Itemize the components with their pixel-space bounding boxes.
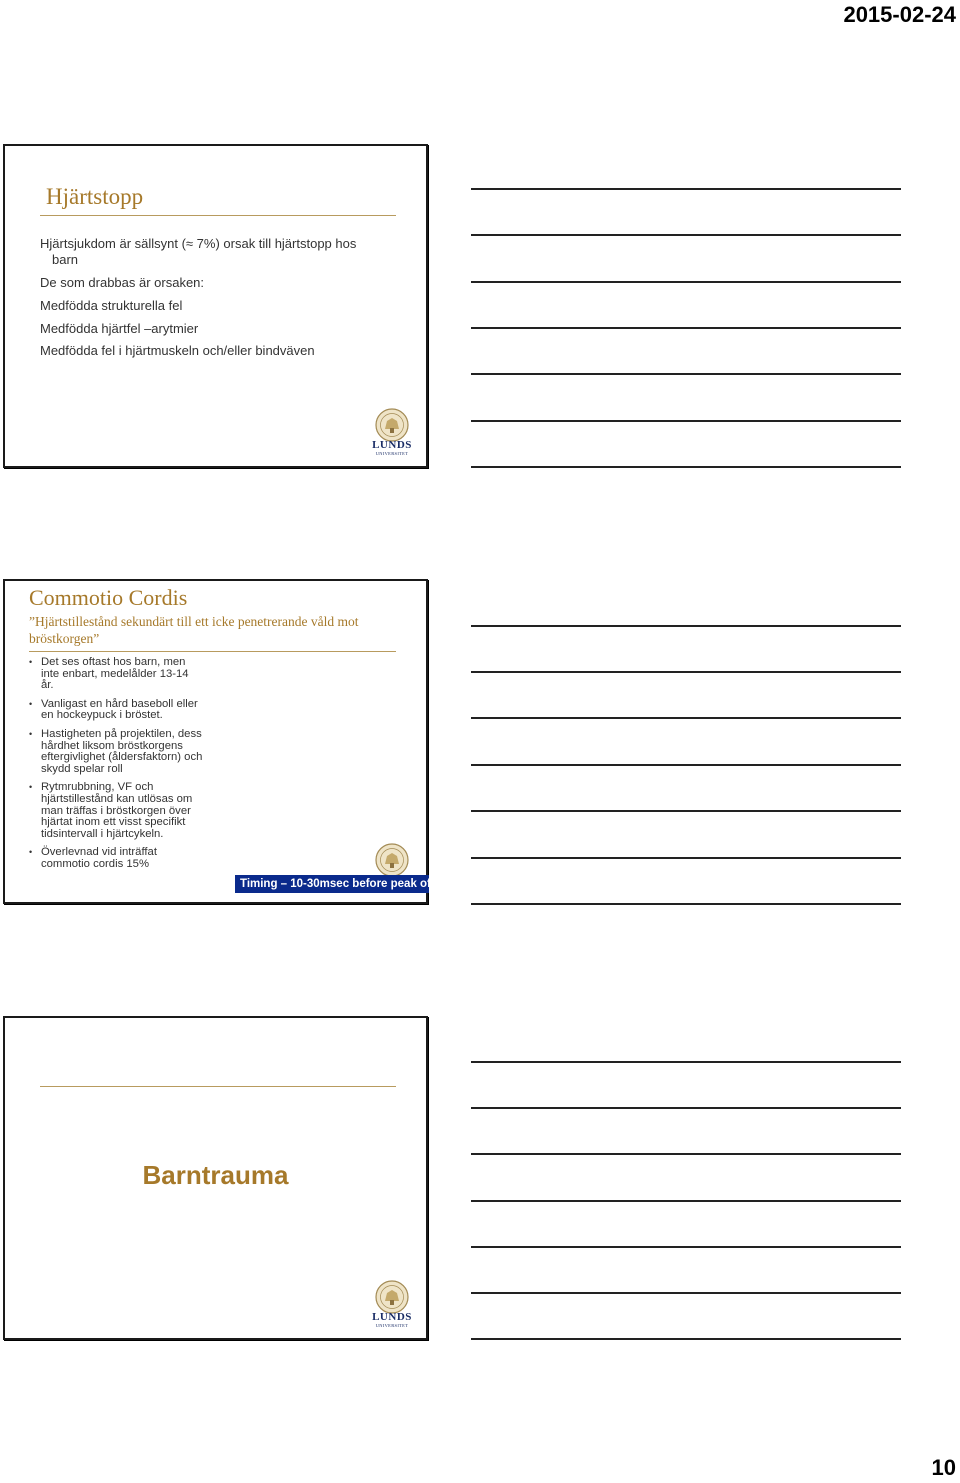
logo-wordmark-subtitle: UNIVERSITET: [375, 1323, 409, 1328]
title-divider: [40, 1086, 396, 1087]
lund-university-logo: [369, 1280, 415, 1332]
note-line: [471, 234, 901, 236]
note-line: [471, 810, 901, 812]
slide-title: Commotio Cordis: [29, 585, 188, 610]
timing-banner: Timing – 10-30msec before peak of T Wave: [235, 875, 429, 893]
slide-hjartstopp: [3, 144, 428, 468]
note-line: [471, 1246, 901, 1248]
note-line: [471, 1338, 901, 1340]
note-line: [471, 466, 901, 468]
title-divider: [29, 651, 396, 652]
note-line: [471, 671, 901, 673]
slide-barntrauma: [3, 1016, 428, 1340]
lund-university-seal-icon: [375, 408, 409, 442]
lund-university-logo: [369, 408, 415, 460]
date-header: 2015-02-24: [843, 2, 956, 27]
note-line: [471, 625, 901, 627]
note-line: [471, 281, 901, 283]
page-number: 10: [931, 1455, 956, 1480]
list-item: • Rytmrubbning, VF och hjärtstillestånd kan utlösas om man träffas i bröstkorgen över hjärtat inom ett visst specifikt tidsintervall i hjärtcykeln.: [29, 781, 193, 840]
logo-wordmark: LUNDS: [372, 439, 412, 451]
slide-title: Hjärtstopp: [46, 184, 144, 209]
body-line: Medfödda strukturella fel: [40, 298, 183, 313]
note-line: [471, 188, 901, 190]
section-heading: Barntrauma: [142, 1160, 289, 1190]
note-line: [471, 764, 901, 766]
note-line: [471, 903, 901, 905]
lund-university-seal-icon: [375, 843, 409, 877]
list-item: • Överlevnad vid inträffat commotio cordis 15%: [29, 846, 157, 870]
lund-university-seal-icon: [375, 1280, 409, 1314]
logo-wordmark-subtitle: UNIVERSITET: [375, 451, 409, 456]
slide-subtitle: ”Hjärtstillestånd sekundärt till ett icke penetrerande våld mot bröstkorgen”: [29, 614, 359, 646]
list-item: • Vanligast en hård baseboll eller en hockeypuck i bröstet.: [29, 697, 198, 722]
body-line: Medfödda fel i hjärtmuskeln och/eller bindväven: [40, 343, 315, 358]
note-line: [471, 717, 901, 719]
note-line: [471, 420, 901, 422]
note-line: [471, 1292, 901, 1294]
list-item: • Det ses oftast hos barn, men inte enbart, medelålder 13-14 år.: [29, 656, 189, 692]
note-line: [471, 1153, 901, 1155]
slide-commotio-cordis: [3, 579, 474, 904]
lund-university-logo: [369, 843, 415, 877]
body-line: barn: [52, 252, 79, 267]
note-line: [471, 1200, 901, 1202]
body-line: Medfödda hjärtfel –arytmier: [40, 321, 199, 336]
note-line: [471, 1107, 901, 1109]
logo-wordmark: LUNDS: [372, 1311, 412, 1323]
note-line: [471, 857, 901, 859]
body-line: De som drabbas är orsaken:: [40, 275, 205, 290]
list-item: • Hastigheten på projektilen, dess hårdhet liksom bröstkorgens eftergivlighet (åldersfaktorn) och skydd spelar roll: [29, 727, 203, 775]
note-line: [471, 1061, 901, 1063]
body-line: Hjärtsjukdom är sällsynt (≈ 7%) orsak till hjärtstopp hos: [40, 236, 357, 251]
title-divider: [40, 215, 396, 216]
note-line: [471, 327, 901, 329]
bullet-list: [29, 657, 204, 878]
note-line: [471, 373, 901, 375]
